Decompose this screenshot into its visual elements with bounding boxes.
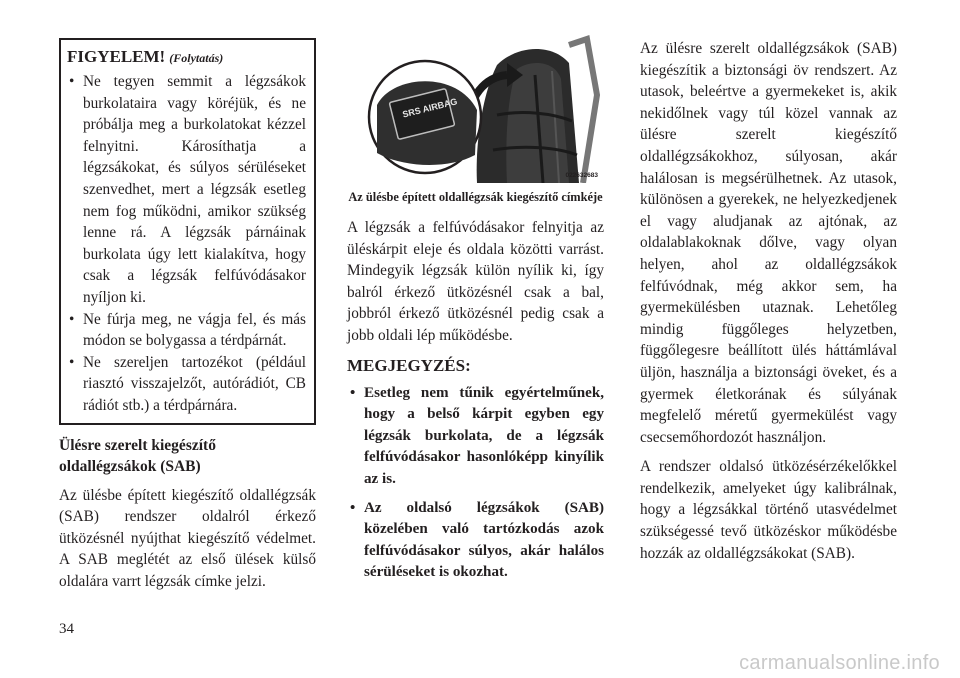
warning-continued: (Folytatás)	[169, 51, 224, 65]
warning-box	[59, 38, 316, 425]
right-paragraph-2: A rendszer oldalsó ütközésérzékelőkkel rendelkezik, amelyeket úgy kalibrálnak, hogy a légzsákkal történő utasvédelmet szükségessé tevő ütközéskor működésbe hozzák az oldallégzsákokat (SAB).	[640, 458, 897, 562]
warning-item: • Ne tegyen semmit a légzsákok burkolataira vagy köréjük, és ne próbálja meg a burkolatokat kézzel felnyitni. Károsíthatja a légzsákokat, és súlyos sérüléseket szenvedhet, mert a légzsák esetleg nem fog működni, amikor szükség lenne rá. A légzsák párnáinak burkolata úgy lett kialakítva, hogy csak a légzsák felfúvódásakor nyíljon ki.	[67, 71, 306, 309]
middle-column	[347, 38, 604, 591]
right-paragraph-1: Az ülésre szerelt oldallégzsákok (SAB) kiegészítik a biztonsági öv rendszert. Az utasok, beleértve a gyermekeket is, akik nekidőlnek vagy túl közel vannak az ülésre szerelt kiegészítő oldallégzsákokhoz, súlyosan, akár halálosan is megsérülhetnek. Az utasok, különösen a gyerekek, ne helyezkedjenek el vagy aludjanak az ajtónak, az oldalablakoknak dőlve, vagy olyan helyen, ahol az oldallégzsákok felfúvódnak, még akkor sem, ha gyermekülésben utaznak. Lehetőleg mindig függőleges helyzetben, függőlegesre beállított ülés háttámlával üljön, használja a biztonsági öveket, és a gyermek életkorának és súlyának megfelelő méretű gyermekülést vagy csecsemőhordozót használjon.	[640, 40, 897, 446]
note-item: • Esetleg nem tűnik egyértelműnek, hogy a belső kárpit egyben egy légzsák burkolata, de a légzsák felfúvódásakor hasonlóképp kinyílik az is.	[347, 383, 604, 491]
right-column	[640, 38, 897, 564]
seat-illustration	[347, 35, 604, 183]
warning-item: • Ne szereljen tartozékot (például riasztó visszajelzőt, autórádiót, CB rádiót stb.) a térdpárnára.	[67, 352, 306, 417]
warning-heading	[67, 46, 306, 69]
section-body: Az ülésbe épített kiegészítő oldallégzsák (SAB) rendszer oldalról érkező ütközésnél nyújthat kiegészítő védelmet. A SAB meglétét az első ülések külső oldalára varrt légzsák címke jelzi.	[59, 486, 316, 590]
warning-list	[67, 71, 306, 417]
note-item: • Az oldalsó légzsákok (SAB) közelében való tartózkodás azok felfúvódásakor súlyos, akár halálos sérüléseket is okozhat.	[347, 498, 604, 584]
left-column	[59, 38, 316, 592]
srs-airbag-label-text: SRS AIRBAG	[401, 96, 459, 120]
watermark: carmanualsonline.info	[739, 652, 940, 674]
warning-title: FIGYELEM!	[67, 47, 166, 66]
section-heading: Ülésre szerelt kiegészítő oldallégzsákok (SAB)	[59, 436, 216, 475]
seat-airbag-label-figure	[347, 35, 604, 183]
note-list	[347, 383, 604, 584]
figure-caption: Az ülésbe épített oldallégzsák kiegészítő címkéje	[348, 190, 603, 204]
note-heading: MEGJEGYZÉS:	[347, 355, 471, 375]
page-number: 34	[59, 621, 74, 637]
warning-item: • Ne fúrja meg, ne vágja fel, és más módon se bolygassa a térdpárnát.	[67, 309, 306, 352]
figure-code: 022632683	[565, 172, 598, 179]
middle-paragraph: A légzsák a felfúvódásakor felnyitja az üléskárpit eleje és oldala közötti varrást. Mindegyik légzsák külön nyílik ki, így balról érkező ütközésnél csak a bal, jobbról érkező ütközésnél pedig csak a jobb oldali lép működésbe.	[347, 219, 604, 344]
